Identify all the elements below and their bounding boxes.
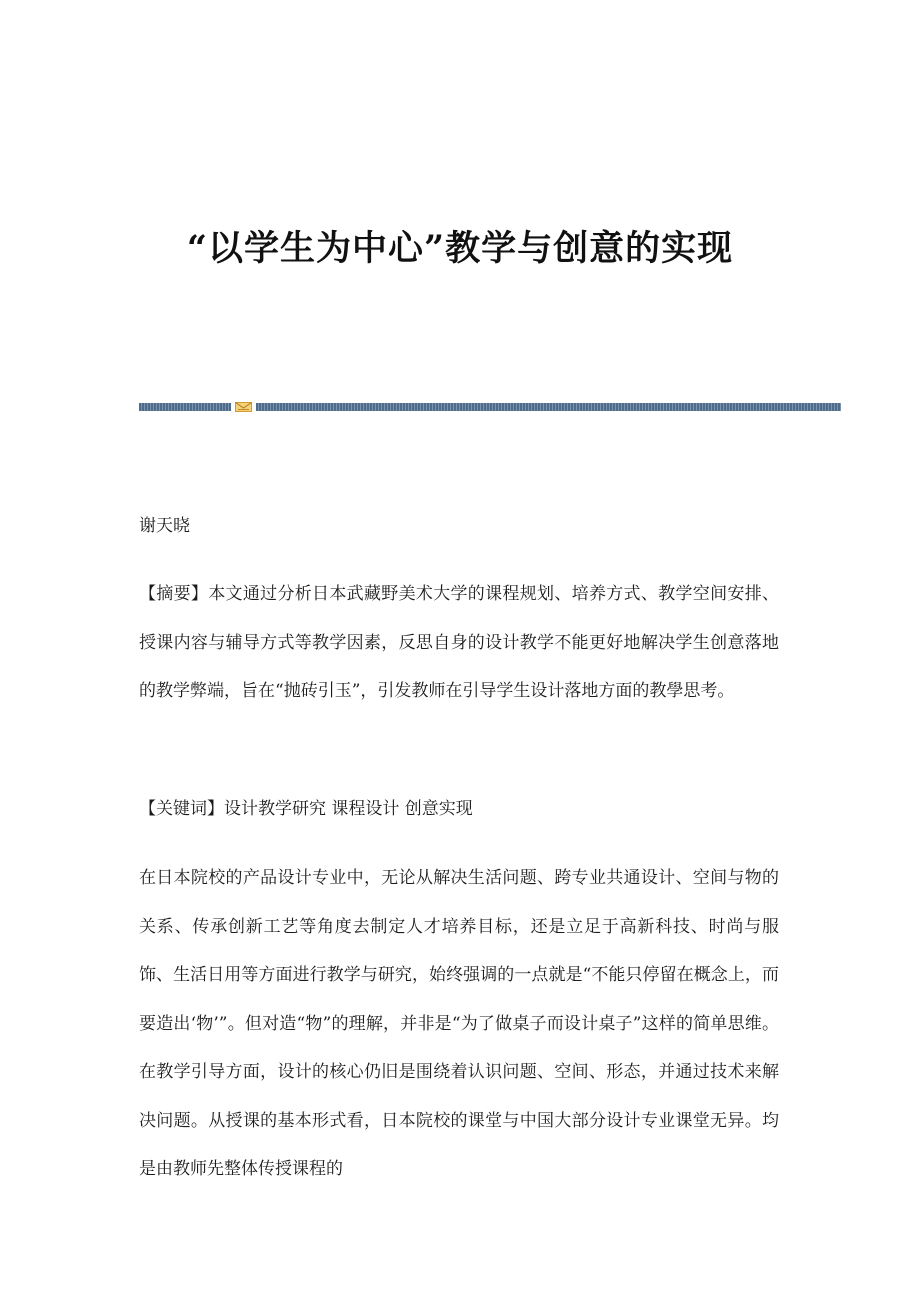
title-divider xyxy=(139,402,841,412)
divider-bar-right xyxy=(256,403,841,411)
divider-bar-left xyxy=(139,403,231,411)
abstract-paragraph: 【摘要】本文通过分析日本武藏野美术大学的课程规划、培养方式、教学空间安排、授课内容与辅导方式等教学因素，反思自身的设计教学不能更好地解决学生创意落地的教学弊端，旨在“抛砖引玉”，引发教师在引导学生设计落地方面的教學思考。 xyxy=(139,584,779,701)
document-title: “以学生为中心”教学与创意的实现 xyxy=(186,228,734,269)
body-paragraph: 在日本院校的产品设计专业中，无论从解决生活问题、跨专业共通设计、空间与物的关系、传承创新工艺等角度去制定人才培养目标，还是立足于高新科技、时尚与服饰、生活日用等方面进行教学与研究，始终强调的一点就是“不能只停留在概念上，而要造出‘物’”。但对造“物”的理解，并非是“为了做桌子而设计桌子”这样的简单思维。在教学引导方面，设计的核心仍旧是围绕着认识问题、空间、形态，并通过技术来解决问题。从授课的基本形式看，日本院校的课堂与中国大部分设计专业课堂无异。均是由教师先整体传授课程的 xyxy=(139,868,779,1179)
envelope-ornament-icon xyxy=(235,402,252,412)
keywords-line: 【关键词】设计教学研究 课程设计 创意实现 xyxy=(139,799,473,819)
author-name: 谢天晓 xyxy=(139,516,190,536)
